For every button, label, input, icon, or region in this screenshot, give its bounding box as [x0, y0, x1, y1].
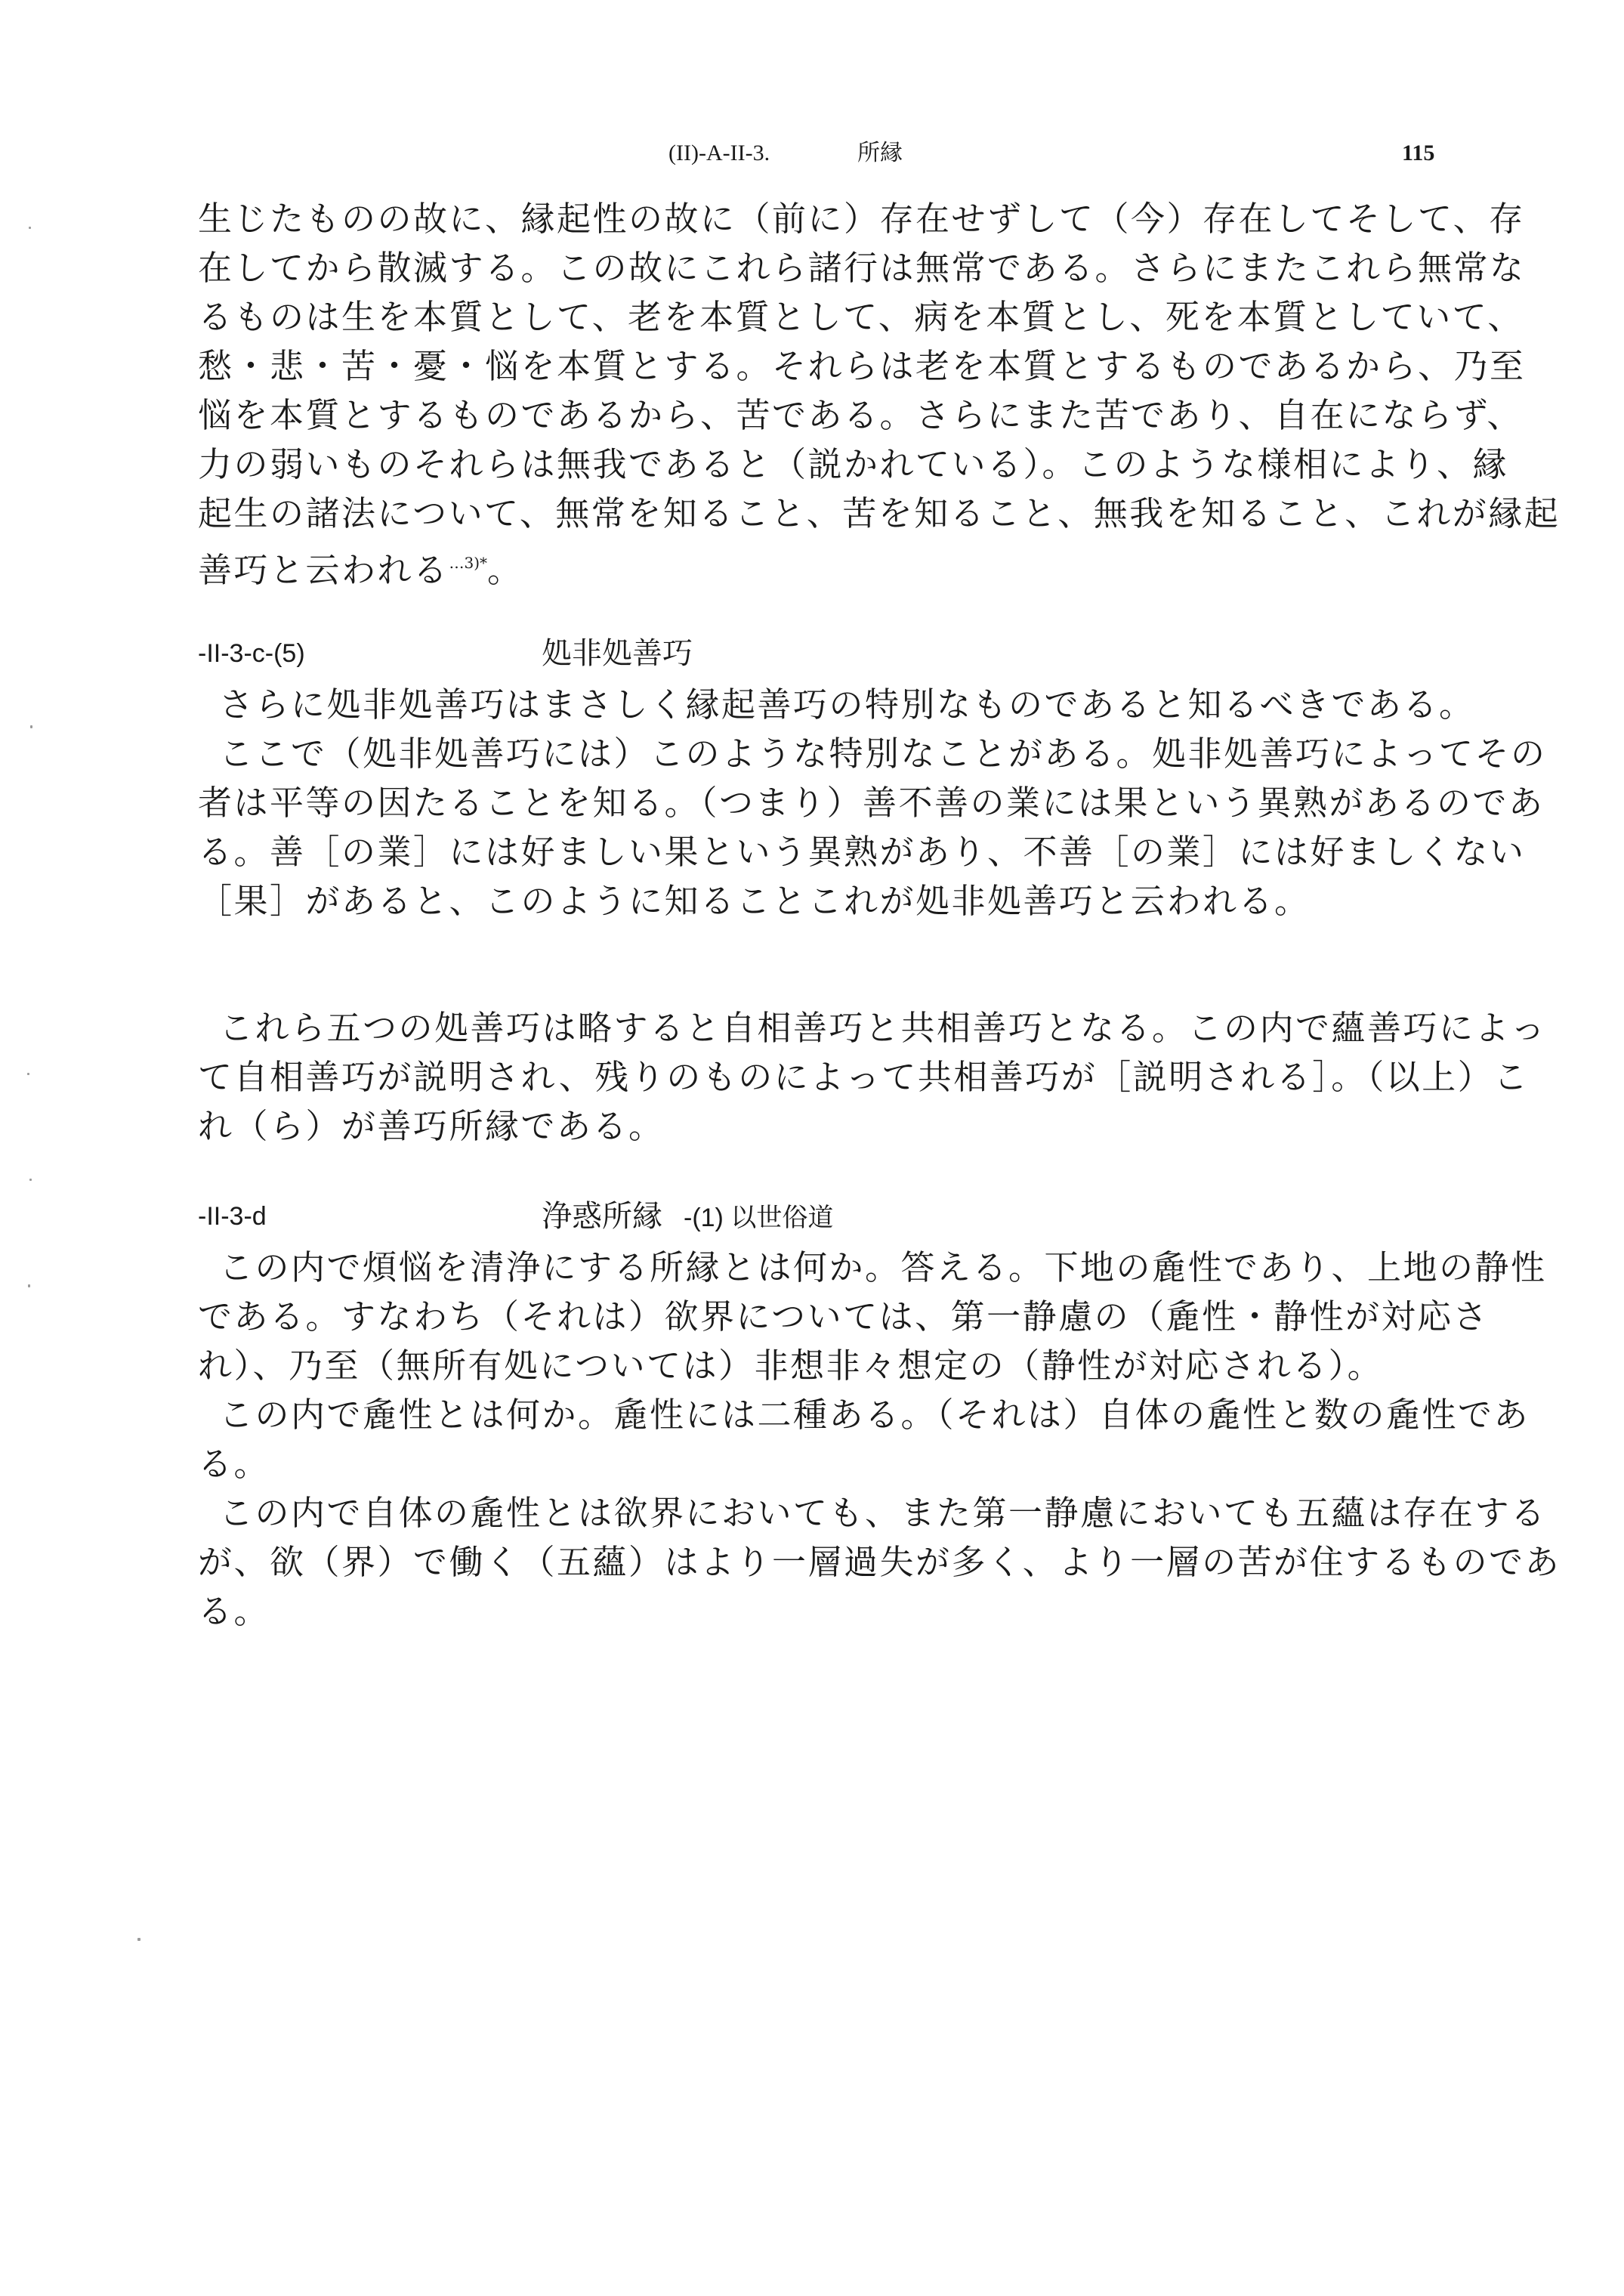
running-head-title: 所縁: [857, 140, 903, 166]
text-line-with-note: [198, 536, 1482, 589]
text-line: れ（ら）が善巧所縁である。: [198, 1106, 665, 1146]
text-fragment: 。: [487, 550, 523, 590]
scan-speck: [137, 1938, 140, 1941]
text-line: これら五つの処善巧は略すると自相善巧と共相善巧となる。この内で蘊善巧によっ: [219, 1008, 1547, 1048]
section-title: [542, 1190, 833, 1243]
text-line: 起生の諸法について、無常を知ること、苦を知ること、無我を知ること、これが縁起: [198, 493, 1561, 533]
text-line: この内で煩悩を清浄にする所縁とは何か。答える。下地の麁性であり、上地の静性: [219, 1247, 1547, 1287]
text-line: ここで（処非処善巧には）このような特別なことがある。処非処善巧によってその: [219, 734, 1547, 774]
text-line: である。すなわち（それは）欲界については、第一静慮の（麁性・静性が対応さ: [198, 1296, 1490, 1337]
section-number: -II-3-d: [198, 1202, 267, 1231]
text-line: れ）、乃至（無所有処については）非想非々想定の（静性が対応される）。: [198, 1346, 1384, 1386]
footnote-marker: …3)*: [449, 554, 488, 572]
text-line: 生じたものの故に、縁起性の故に（前に）存在せずして（今）存在してそして、存: [198, 199, 1525, 239]
scan-speck: [27, 1073, 29, 1075]
section-title-text: 浄惑所縁: [542, 1199, 662, 1234]
scan-speck: [29, 227, 31, 229]
section-number: -II-3-c-(5): [198, 639, 305, 668]
text-line: るものは生を本質として、老を本質として、病を本質とし、死を本質としていて、: [198, 297, 1524, 337]
page-number: 115: [1402, 141, 1435, 165]
text-line: 在してから散滅する。この故にこれら諸行は無常である。さらにまたこれら無常な: [198, 248, 1526, 288]
text-line: 悩を本質とするものであるから、苦である。さらにまた苦であり、自在にならず、: [198, 395, 1523, 435]
scan-speck: [30, 725, 32, 728]
text-line: ［果］があると、このように知ることこれが処非処善巧と云われる。: [198, 881, 1311, 921]
text-line: さらに処非処善巧はまさしく縁起善巧の特別なものであると知るべきである。: [219, 684, 1475, 725]
text-line: 者は平等の因たることを知る。（つまり）善不善の業には果という異熟があるのであ: [198, 783, 1545, 823]
text-line: この内で麁性とは何か。麁性には二種ある。（それは）自体の麁性と数の麁性であ: [219, 1395, 1530, 1435]
text-line: て自相善巧が説明され、残りのものによって共相善巧が［説明される］。（以上）こ: [198, 1057, 1530, 1097]
text-line: る。: [198, 1444, 270, 1484]
section-title: 処非処善巧: [542, 636, 693, 671]
text-line: る。善［の業］には好ましい果という異熟があり、不善［の業］には好ましくない: [198, 832, 1526, 872]
section-subtitle: -(1) 以世俗道: [684, 1204, 834, 1232]
scan-speck: [29, 1179, 32, 1181]
running-head-section: (II)-A-II-3.: [668, 141, 770, 165]
running-head: [0, 134, 1624, 172]
text-line: この内で自体の麁性とは欲界においても、また第一静慮においても五蘊は存在する: [219, 1493, 1547, 1533]
text-line: 力の弱いものそれらは無我であると（説かれている）。このような様相により、縁: [198, 444, 1509, 484]
text-line: が、欲（界）で働く（五蘊）はより一層過失が多く、より一層の苦が住するものであ: [198, 1542, 1561, 1582]
text-line: 愁・悲・苦・憂・悩を本質とする。それらは老を本質とするものであるから、乃至: [198, 346, 1526, 386]
scan-speck: [28, 1284, 30, 1287]
text-line: る。: [198, 1591, 270, 1631]
text-fragment: 善巧と云われる: [198, 550, 449, 590]
